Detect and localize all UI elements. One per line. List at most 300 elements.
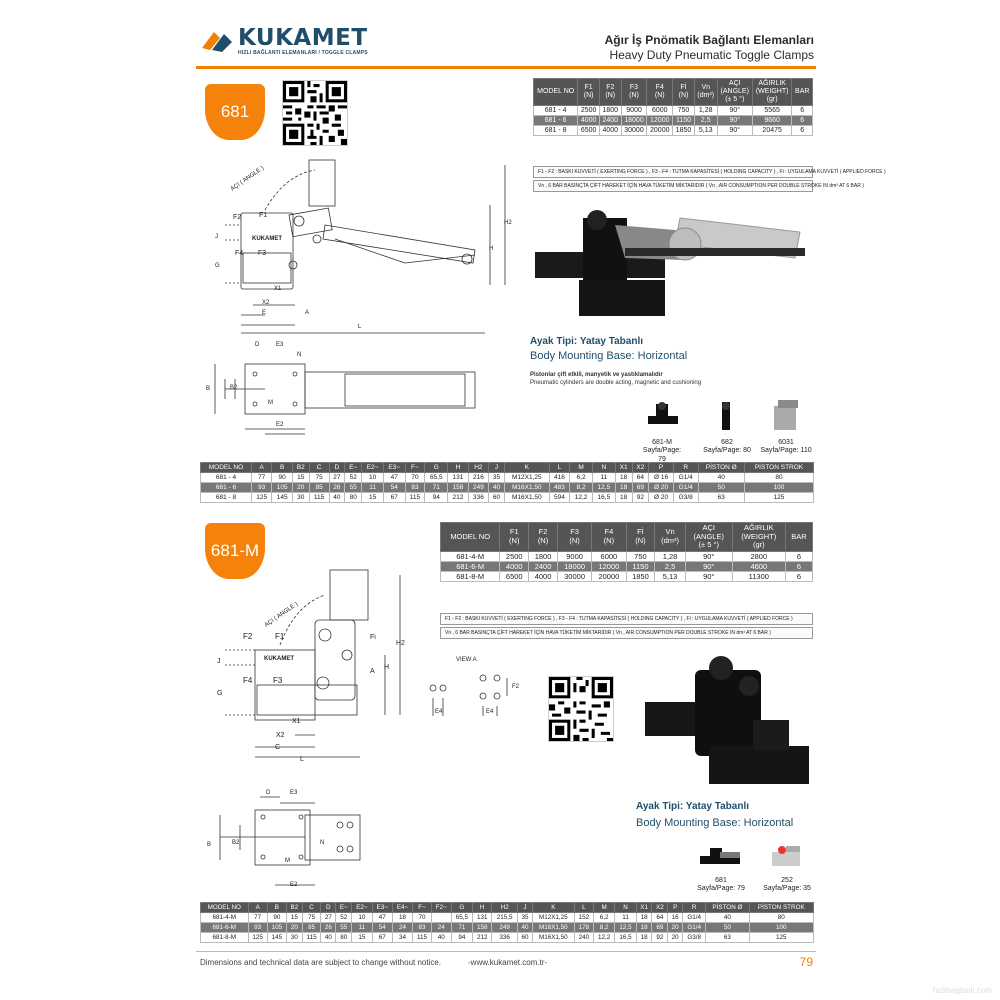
dimension-table-m-cell: 20 bbox=[668, 923, 683, 933]
force-table-m-cell: 2800 bbox=[732, 551, 785, 561]
dimension-table-header-cell: B bbox=[272, 463, 292, 473]
force-table-681m bbox=[440, 522, 813, 582]
top-view-drawing-681m bbox=[205, 785, 375, 895]
dimension-table-cell: 10 bbox=[362, 473, 384, 483]
dimension-table-m-header-cell: X1 bbox=[636, 903, 652, 913]
force-table-cell: 20000 bbox=[647, 126, 673, 136]
dimension-table-cell: Ø 20 bbox=[649, 483, 674, 493]
related-page-m: Sayfa/Page: 35 bbox=[763, 885, 811, 893]
force-table-m-cell: 90° bbox=[685, 551, 732, 561]
f3-label-m: F3 bbox=[273, 676, 283, 685]
dimension-table-m-cell: 15 bbox=[287, 913, 303, 923]
e4-label-m: E4 bbox=[435, 709, 443, 715]
force-table-cell: 90° bbox=[717, 126, 752, 136]
dimension-table-header-cell: PİSTON Ø bbox=[698, 463, 744, 473]
force-table-m-row bbox=[441, 571, 813, 581]
footer-rule bbox=[196, 951, 816, 952]
dimension-table-m-cell: 178 bbox=[574, 923, 593, 933]
force-table-m-cell: 4600 bbox=[732, 561, 785, 571]
dimension-table-m-cell: 6,2 bbox=[593, 913, 614, 923]
dimension-table-cell: 93 bbox=[251, 483, 271, 493]
force-table-cell: 18000 bbox=[621, 116, 647, 126]
dimension-table-m-cell: G1/4 bbox=[683, 923, 706, 933]
dimension-table-m-cell: M16X1,50 bbox=[532, 923, 574, 933]
dimension-table-cell: 11 bbox=[592, 473, 615, 483]
force-table-m-row bbox=[441, 561, 813, 571]
dimension-table-cell: 94 bbox=[425, 493, 448, 503]
force-table-681 bbox=[533, 78, 813, 136]
x2-label: X2 bbox=[262, 300, 270, 306]
piston-note-en: Pneumatic cylinders are double acting, magnetic and cushioning bbox=[530, 380, 702, 386]
header-rule bbox=[196, 66, 816, 69]
a-label-m: A bbox=[370, 668, 375, 675]
force-table-m-row bbox=[441, 551, 813, 561]
dimension-table-cell: 40 bbox=[329, 493, 345, 503]
dimension-table-cell: 15 bbox=[292, 473, 309, 483]
dimension-table-cell: 131 bbox=[448, 473, 468, 483]
dimension-table-cell: 681 - 6 bbox=[201, 483, 252, 493]
dimension-table-m-cell: 336 bbox=[492, 933, 518, 943]
force-table-cell: 5565 bbox=[752, 106, 792, 116]
dimension-table-cell: 12,2 bbox=[570, 493, 593, 503]
dimension-table-cell: 80 bbox=[345, 493, 362, 503]
dimension-table-m-cell: 30 bbox=[287, 933, 303, 943]
dimension-table-m-cell: 40 bbox=[706, 913, 749, 923]
dimension-table-m-cell: 10 bbox=[352, 913, 372, 923]
dimension-table-m-header-cell: X2 bbox=[652, 903, 668, 913]
dimension-table-cell: 158 bbox=[448, 483, 468, 493]
force-table-m-header-cell: AÇI (ANGLE) (± 5 °) bbox=[685, 523, 732, 552]
force-table-cell: 681 - 8 bbox=[534, 126, 578, 136]
brand-logo bbox=[200, 26, 368, 56]
mount-type-en: Body Mounting Base: Horizontal bbox=[530, 350, 688, 362]
force-table-m-cell: 750 bbox=[626, 551, 655, 561]
dimension-table-cell: 85 bbox=[309, 483, 329, 493]
related-page: Sayfa/Page: 80 bbox=[703, 447, 751, 455]
dimension-table-header-cell: E2~ bbox=[362, 463, 384, 473]
drawing-brand-stamp: KUKAMET bbox=[252, 236, 282, 242]
d-label: D bbox=[255, 342, 260, 348]
dimension-table-cell: G3/8 bbox=[673, 493, 698, 503]
force-table-cell: 1800 bbox=[599, 106, 621, 116]
force-table-cell: 681 - 4 bbox=[534, 106, 578, 116]
dimension-table-cell: 336 bbox=[468, 493, 488, 503]
dimension-table-m-cell: 71 bbox=[451, 923, 472, 933]
dimension-table-m-header-cell: M bbox=[593, 903, 614, 913]
force-table-cell: 6 bbox=[792, 126, 813, 136]
force-table-m-cell: 681-8-M bbox=[441, 571, 500, 581]
dimension-table-cell: 125 bbox=[744, 493, 813, 503]
f3-label: F3 bbox=[258, 250, 267, 257]
dimension-table-cell: 75 bbox=[309, 473, 329, 483]
force-table-cell: 90° bbox=[717, 106, 752, 116]
fi-label-m: Fi bbox=[370, 634, 376, 641]
force-table-header-cell: Fİ (N) bbox=[673, 79, 695, 106]
dimension-table-cell: 6,2 bbox=[570, 473, 593, 483]
f1-label-m: F1 bbox=[275, 632, 285, 641]
dimension-table-m-cell: 158 bbox=[473, 923, 492, 933]
drawing-brand-stamp-m: KUKAMET bbox=[264, 656, 294, 662]
related-model: 682 bbox=[721, 439, 733, 446]
force-table-cell: 1850 bbox=[673, 126, 695, 136]
dimension-table-cell: Ø 20 bbox=[649, 493, 674, 503]
dimension-table-header-cell: A bbox=[251, 463, 271, 473]
dimension-table-cell: 681 - 4 bbox=[201, 473, 252, 483]
dimension-table-m-header-cell: N bbox=[615, 903, 636, 913]
dimension-table-m-cell: 681-4-M bbox=[201, 913, 249, 923]
dimension-table-m-cell: 8,2 bbox=[593, 923, 614, 933]
dimension-table-cell: 40 bbox=[489, 483, 505, 493]
dimension-table-header-cell: PİSTON STROK bbox=[744, 463, 813, 473]
dimension-table-header-cell: MODEL NO bbox=[201, 463, 252, 473]
dimension-table-cell: 70 bbox=[405, 473, 425, 483]
dimension-table-cell: 54 bbox=[383, 483, 405, 493]
dimension-table-header-cell: R bbox=[673, 463, 698, 473]
force-table-m-cell: 681-6-M bbox=[441, 561, 500, 571]
dimension-table-m-cell: 18 bbox=[636, 933, 652, 943]
dimension-table-header-cell: H bbox=[448, 463, 468, 473]
air-consumption-note-m: Vn , 6 BAR BASINÇTA ÇİFT HAREKET İÇİN HAVA TÜKETİM MİKTARIDIR ( Vn , AIR CONSUMPTION PER DOUBLE STROKE IN dm³ AT 6 BAR ) bbox=[440, 627, 813, 639]
dimension-table-cell: 249 bbox=[468, 483, 488, 493]
dimension-table-m-cell: 18 bbox=[636, 923, 652, 933]
dimension-table-m-cell: 26 bbox=[321, 923, 336, 933]
page-title-tr: Ağır İş Pnömatik Bağlantı Elemanları bbox=[604, 33, 814, 47]
force-table-m-header-cell: Vn (dm³) bbox=[655, 523, 685, 552]
force-table-cell: 4000 bbox=[599, 126, 621, 136]
dimension-table-cell: 100 bbox=[744, 483, 813, 493]
dimension-table-cell: M12X1,25 bbox=[504, 473, 549, 483]
b2-label: B2 bbox=[230, 385, 238, 391]
j-label-m: J bbox=[217, 658, 221, 665]
angle-label-m: AÇI ( ANGLE ) bbox=[263, 601, 300, 629]
force-table-row bbox=[534, 106, 813, 116]
dimension-table-m-header-cell: E4~ bbox=[392, 903, 412, 913]
dimension-table-header-cell: C bbox=[309, 463, 329, 473]
dimension-table-m-row bbox=[201, 923, 814, 933]
dimension-table-header-cell: X2 bbox=[632, 463, 649, 473]
product-photo-681 bbox=[535, 200, 810, 320]
dimension-table-m-header-cell: B2 bbox=[287, 903, 303, 913]
dimension-table-681m bbox=[200, 902, 814, 943]
mount-type-tr-m: Ayak Tipi: Yatay Tabanlı bbox=[636, 801, 750, 812]
dimension-table-header-cell: E~ bbox=[345, 463, 362, 473]
dimension-table-cell: 8,2 bbox=[570, 483, 593, 493]
dimension-table-m-cell: 77 bbox=[248, 913, 267, 923]
e4-label-m-2: E4 bbox=[486, 709, 494, 715]
force-table-m-cell: 681-4-M bbox=[441, 551, 500, 561]
related-page: Sayfa/Page: 110 bbox=[760, 447, 812, 455]
dimension-table-m-header-cell: F~ bbox=[413, 903, 432, 913]
dimension-table-m-cell: 75 bbox=[302, 913, 321, 923]
e2-label: E2 bbox=[276, 422, 284, 428]
dimension-table-m-cell: 115 bbox=[302, 933, 321, 943]
force-table-m-cell: 12000 bbox=[592, 561, 626, 571]
dimension-table-cell: G1/4 bbox=[673, 483, 698, 493]
dimension-table-m-header-cell: P bbox=[668, 903, 683, 913]
dimension-table-m-cell: 152 bbox=[574, 913, 593, 923]
h-label-m: H bbox=[384, 664, 390, 671]
dimension-table-cell: 115 bbox=[309, 493, 329, 503]
dimension-table-cell: 83 bbox=[405, 483, 425, 493]
dimension-table-m-cell: 52 bbox=[336, 913, 352, 923]
dimension-table-cell: 77 bbox=[251, 473, 271, 483]
dimension-table-m-cell: 60 bbox=[518, 933, 533, 943]
f1-label: F1 bbox=[259, 212, 268, 219]
n-label-m: N bbox=[320, 840, 325, 846]
dimension-table-m-cell: 215,5 bbox=[492, 913, 518, 923]
force-table-m-cell: 5,13 bbox=[655, 571, 685, 581]
related-product-6031[interactable] bbox=[760, 398, 812, 456]
a-label: A bbox=[305, 310, 310, 316]
force-table-m-header-cell: F1 (N) bbox=[500, 523, 529, 552]
dimension-table-m-cell: 24 bbox=[431, 923, 451, 933]
dimension-table-m-header-cell: E3~ bbox=[372, 903, 392, 913]
dimension-table-m-cell: 681-6-M bbox=[201, 923, 249, 933]
related-model-m: 252 bbox=[781, 877, 793, 884]
dimension-table-m-cell: 16,5 bbox=[615, 933, 636, 943]
related-product-681[interactable] bbox=[696, 842, 746, 894]
page-title-en: Heavy Duty Pneumatic Toggle Clamps bbox=[609, 48, 814, 62]
dimension-table-cell: 67 bbox=[383, 493, 405, 503]
dimension-table-cell: 681 - 8 bbox=[201, 493, 252, 503]
dimension-table-cell: 90 bbox=[272, 473, 292, 483]
f4-label-m: F4 bbox=[243, 676, 253, 685]
dimension-table-m-cell: 20 bbox=[287, 923, 303, 933]
related-product-682[interactable] bbox=[702, 398, 752, 456]
f4-label: F4 bbox=[235, 250, 244, 257]
dimension-table-m-cell: 18 bbox=[392, 913, 412, 923]
dimension-table-m-cell: G1/4 bbox=[683, 913, 706, 923]
force-table-m-cell: 2500 bbox=[500, 551, 529, 561]
dimension-table-cell: 105 bbox=[272, 483, 292, 493]
dimension-table-m-header-cell: E~ bbox=[336, 903, 352, 913]
dimension-table-cell: M16X1,50 bbox=[504, 493, 549, 503]
force-table-m-cell: 1850 bbox=[626, 571, 655, 581]
dimension-table-m-header-cell: L bbox=[574, 903, 593, 913]
dimension-table-cell: 11 bbox=[362, 483, 384, 493]
related-product-252[interactable] bbox=[762, 842, 812, 894]
dimension-table-header-cell: H2 bbox=[468, 463, 488, 473]
dimension-table-m-cell: 11 bbox=[615, 913, 636, 923]
dimension-table-m-cell: 681-8-M bbox=[201, 933, 249, 943]
related-model: 6031 bbox=[778, 439, 794, 446]
d-label-m: D bbox=[266, 790, 271, 796]
force-table-header-cell: F2 (N) bbox=[599, 79, 621, 106]
dimension-table-m-header-cell: B bbox=[267, 903, 286, 913]
dimension-table-m-cell: 212 bbox=[473, 933, 492, 943]
h2-label-m: H2 bbox=[396, 640, 405, 647]
related-page: Sayfa/Page: 79 bbox=[642, 447, 682, 463]
force-table-m-cell: 18000 bbox=[557, 561, 591, 571]
force-table-m-cell: 90° bbox=[685, 561, 732, 571]
force-table-cell: 9660 bbox=[752, 116, 792, 126]
dimension-table-m-cell: 93 bbox=[248, 923, 267, 933]
dimension-table-cell: 63 bbox=[698, 493, 744, 503]
force-table-m-header-cell: Fİ (N) bbox=[626, 523, 655, 552]
dimension-table-m-cell: M16X1,50 bbox=[532, 933, 574, 943]
dimension-table-m-cell: 80 bbox=[749, 913, 813, 923]
dimension-table-cell: 18 bbox=[615, 483, 632, 493]
qr-code-icon bbox=[282, 80, 348, 146]
dimension-table-header-cell: P bbox=[649, 463, 674, 473]
force-table-cell: 4000 bbox=[578, 116, 600, 126]
m-label: M bbox=[268, 400, 273, 406]
dimension-table-m-cell: 92 bbox=[652, 933, 668, 943]
dimension-table-m-cell: 34 bbox=[392, 933, 412, 943]
dimension-table-m-header-cell: F2~ bbox=[431, 903, 451, 913]
dimension-table-header-cell: B2 bbox=[292, 463, 309, 473]
force-table-m-header-cell: MODEL NO bbox=[441, 523, 500, 552]
brand-name: KUKAMET bbox=[238, 24, 368, 51]
dimension-table-m-cell: 100 bbox=[749, 923, 813, 933]
dimension-table-cell: 92 bbox=[632, 493, 649, 503]
dimension-table-m-row bbox=[201, 933, 814, 943]
dimension-table-m-cell: M12X1,25 bbox=[532, 913, 574, 923]
l-label-m: L bbox=[300, 756, 304, 763]
force-table-m-cell: 4000 bbox=[500, 561, 529, 571]
e3-label: E3 bbox=[276, 342, 284, 348]
related-product-681m[interactable] bbox=[642, 398, 682, 464]
dimension-table-m-cell: 20 bbox=[668, 933, 683, 943]
toggle-clamp-thumbnail-icon bbox=[696, 842, 746, 872]
force-table-cell: 12000 bbox=[647, 116, 673, 126]
dimension-table-m-cell: 131 bbox=[473, 913, 492, 923]
dimension-table-m-cell: 105 bbox=[267, 923, 286, 933]
dimension-table-m-header-cell: A bbox=[248, 903, 267, 913]
dimension-table-m-cell: 145 bbox=[267, 933, 286, 943]
model-badge-681: 681 bbox=[205, 84, 265, 140]
force-table-cell: 2400 bbox=[599, 116, 621, 126]
e2-label-m: E2 bbox=[290, 882, 298, 888]
toggle-clamp-thumbnail-icon bbox=[762, 842, 812, 872]
dimension-table-m-header-cell: MODEL NO bbox=[201, 903, 249, 913]
toggle-clamp-thumbnail-icon bbox=[760, 398, 812, 434]
dimension-table-cell: 212 bbox=[448, 493, 468, 503]
force-table-m-cell: 6 bbox=[785, 571, 812, 581]
dimension-table-m-cell: 69 bbox=[652, 923, 668, 933]
force-table-header-cell: F1 (N) bbox=[578, 79, 600, 106]
force-table-cell: 750 bbox=[673, 106, 695, 116]
dimension-table-681 bbox=[200, 462, 814, 503]
dimension-table-cell: 71 bbox=[425, 483, 448, 493]
dimension-table-m-cell: G3/8 bbox=[683, 933, 706, 943]
force-table-header-cell: AĞIRLIK (WEIGHT) (gr) bbox=[752, 79, 792, 106]
f2-label-m: F2 bbox=[243, 632, 253, 641]
dimension-table-cell: 80 bbox=[744, 473, 813, 483]
dimension-table-cell: 594 bbox=[549, 493, 569, 503]
page-number: 79 bbox=[799, 955, 813, 969]
dimension-table-m-cell: 80 bbox=[336, 933, 352, 943]
dimension-table-cell: 18 bbox=[615, 473, 632, 483]
force-table-cell: 90° bbox=[717, 116, 752, 126]
dimension-table-m-header-cell: J bbox=[518, 903, 533, 913]
dimension-table-m-cell: 125 bbox=[248, 933, 267, 943]
toggle-clamp-thumbnail-icon bbox=[702, 398, 752, 434]
j-label: J bbox=[215, 234, 218, 240]
dimension-table-m-cell: 40 bbox=[518, 923, 533, 933]
dimension-table-header-cell: J bbox=[489, 463, 505, 473]
force-table-header-cell: BAR bbox=[792, 79, 813, 106]
dimension-table-m-cell: 83 bbox=[413, 923, 432, 933]
force-table-m-cell: 4000 bbox=[529, 571, 558, 581]
f2-label: F2 bbox=[233, 214, 242, 221]
force-table-m-cell: 11300 bbox=[732, 571, 785, 581]
force-table-m-cell: 9000 bbox=[557, 551, 591, 561]
force-table-header-cell: F4 (N) bbox=[647, 79, 673, 106]
force-table-m-cell: 6500 bbox=[500, 571, 529, 581]
dimension-table-m-cell: 24 bbox=[392, 923, 412, 933]
dimension-table-cell: 40 bbox=[698, 473, 744, 483]
x2-label-m: X2 bbox=[276, 732, 285, 739]
dimension-table-header-cell: X1 bbox=[615, 463, 632, 473]
force-table-m-cell: 1800 bbox=[529, 551, 558, 561]
force-table-cell: 2,5 bbox=[694, 116, 717, 126]
g-label: G bbox=[215, 263, 220, 269]
dimension-table-m-cell: 40 bbox=[431, 933, 451, 943]
x1-label-m: X1 bbox=[292, 718, 301, 725]
dimension-table-header-cell: K bbox=[504, 463, 549, 473]
dimension-table-cell: 15 bbox=[362, 493, 384, 503]
force-table-row bbox=[534, 126, 813, 136]
dimension-table-m-cell: 115 bbox=[413, 933, 432, 943]
dimension-table-m-cell: 65,5 bbox=[451, 913, 472, 923]
dimension-table-m-cell: 90 bbox=[267, 913, 286, 923]
kukamet-logo-icon bbox=[200, 26, 234, 56]
dimension-table-m-header-cell: R bbox=[683, 903, 706, 913]
dimension-table-cell: 30 bbox=[292, 493, 309, 503]
dimension-table-m-cell bbox=[431, 913, 451, 923]
force-table-cell: 6500 bbox=[578, 126, 600, 136]
dimension-table-m-cell: 55 bbox=[336, 923, 352, 933]
dimension-table-header-cell: N bbox=[592, 463, 615, 473]
dimension-table-m-cell: 12,2 bbox=[593, 933, 614, 943]
dimension-table-header-cell: G bbox=[425, 463, 448, 473]
force-table-cell: 2500 bbox=[578, 106, 600, 116]
force-table-cell: 6 bbox=[792, 116, 813, 126]
dimension-table-cell: 483 bbox=[549, 483, 569, 493]
dimension-table-m-header-cell: K bbox=[532, 903, 574, 913]
dimension-table-row bbox=[201, 483, 814, 493]
dimension-table-header-cell: F~ bbox=[405, 463, 425, 473]
dimension-table-cell: 115 bbox=[405, 493, 425, 503]
e3-label-m: E3 bbox=[290, 790, 298, 796]
force-table-m-cell: 90° bbox=[685, 571, 732, 581]
c-label-m: C bbox=[275, 744, 281, 751]
force-table-header-cell: Vn (dm³) bbox=[694, 79, 717, 106]
force-table-cell: 6 bbox=[792, 106, 813, 116]
force-table-cell: 9000 bbox=[621, 106, 647, 116]
dimension-table-row bbox=[201, 493, 814, 503]
view-a-label: VIEW A bbox=[456, 657, 477, 663]
dimension-table-m-cell: 50 bbox=[706, 923, 749, 933]
force-table-cell: 30000 bbox=[621, 126, 647, 136]
dimension-table-header-cell: L bbox=[549, 463, 569, 473]
m-label-m: M bbox=[285, 858, 290, 864]
dimension-table-cell: 50 bbox=[698, 483, 744, 493]
force-table-m-cell: 30000 bbox=[557, 571, 591, 581]
air-consumption-note: Vn , 6 BAR BASINÇTA ÇİFT HAREKET İÇİN HAVA TÜKETİM MİKTARIDIR ( Vn , AIR CONSUMPTION PER DOUBLE STROKE IN dm³ AT 6 BAR ) bbox=[533, 180, 813, 192]
force-table-m-cell: 20000 bbox=[592, 571, 626, 581]
x1-label: X1 bbox=[274, 286, 282, 292]
dimension-table-header-cell: E3~ bbox=[383, 463, 405, 473]
related-page-m: Sayfa/Page: 79 bbox=[697, 885, 745, 893]
dimension-table-m-header-cell: PİSTON Ø bbox=[706, 903, 749, 913]
dimension-table-m-cell: 63 bbox=[706, 933, 749, 943]
force-table-cell: 1,28 bbox=[694, 106, 717, 116]
footer-website[interactable]: -www.kukamet.com.tr- bbox=[468, 958, 548, 967]
mount-type-en-m: Body Mounting Base: Horizontal bbox=[636, 817, 794, 829]
force-table-m-cell: 6 bbox=[785, 561, 812, 571]
